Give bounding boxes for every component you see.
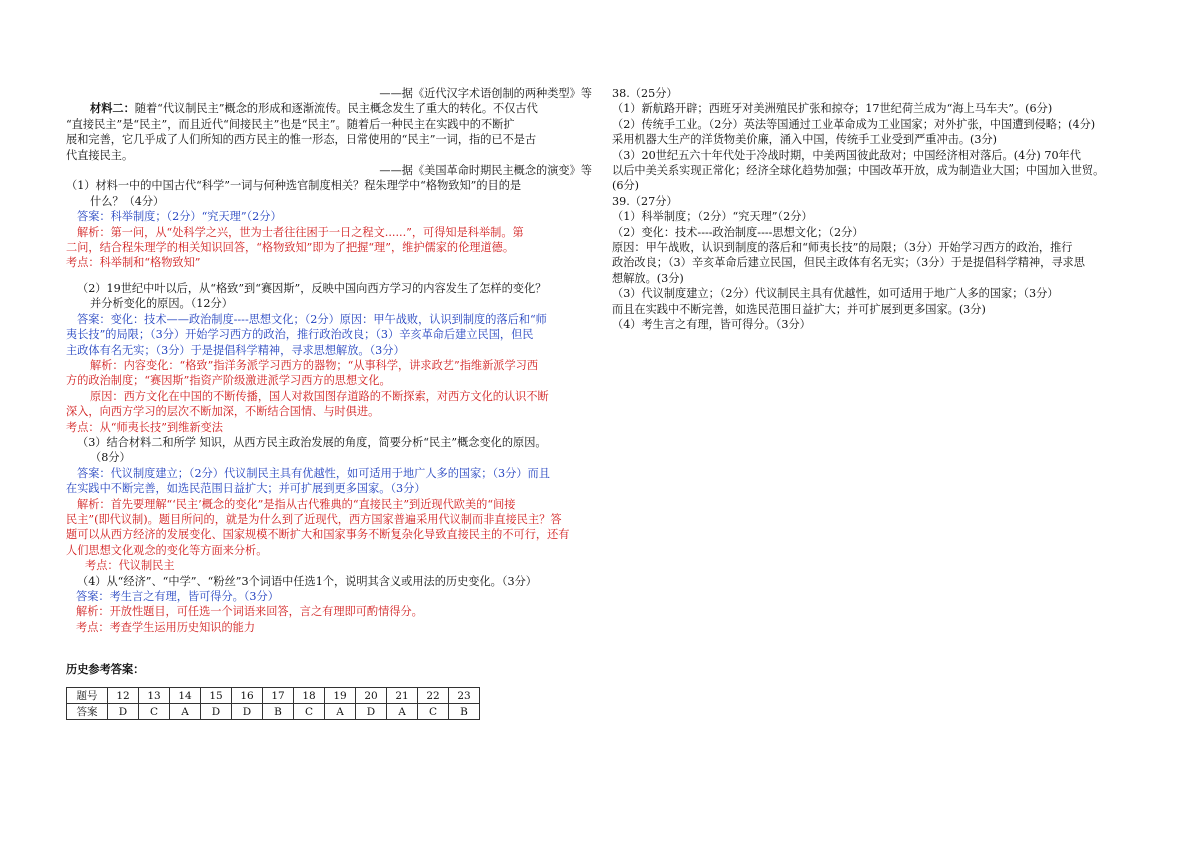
answer-table [66,687,480,720]
table-cell: B [449,704,480,720]
right-line: 39.（27分） [612,194,678,208]
left-line: 夷长技”的局限；（3分）开始学习西方的政治，推行政治改良；（3）辛亥革命后建立民国，但民 [66,328,534,342]
left-line: 解析：第一问，从“处科学之兴，世为士者往往困于一日之程文......”，可得知是科举制。第 [77,225,524,239]
table-cell: D [232,704,263,720]
left-line: 什么？（4分） [90,194,165,208]
left-line: 展和完善，它几乎成了人们所知的西方民主的惟一形态，日常使用的“民主”一词，指的已不是古 [66,133,537,147]
table-cell: 20 [356,688,387,704]
left-line: （3）结合材料二和所学 知识，从西方民主政治发展的角度，简要分析“民主”概念变化的原因。 [77,435,547,449]
right-line: （2）传统手工业。（2分）英法等国通过工业革命成为工业国家；对外扩张，中国遭到侵略；(4分) [612,117,1096,131]
table-cell: C [418,704,449,720]
table-cell: C [294,704,325,720]
table-cell: 14 [170,688,201,704]
table-cell: 12 [108,688,139,704]
left-line: 二问，结合程朱理学的相关知识回答，“格物致知”即为了把握“理”，维护儒家的伦理道德。 [66,241,515,255]
material-text: 随着“代议制民主”概念的形成和逐渐流传。民主概念发生了重大的转化。不仅古代 [134,102,538,116]
left-line: “直接民主”是“民主”，而且近代“间接民主”也是“民主”。随着后一种民主在实践中的不断扩 [66,117,515,131]
table-cell: 19 [325,688,356,704]
table-cell: D [356,704,387,720]
left-line: 代直接民主。 [66,148,134,162]
table-cell: A [325,704,356,720]
table-cell: C [139,704,170,720]
table-cell: 题号 [67,688,108,704]
left-column [66,86,594,720]
table-cell: 18 [294,688,325,704]
table-cell: 21 [387,688,418,704]
left-line: 原因：西方文化在中国的不断传播，国人对救国图存道路的不断探索，对西方文化的认识不断 [90,389,549,403]
left-line: 方的政治制度；“赛因斯”指资产阶级激进派学习西方的思想文化。 [66,374,391,388]
left-line: 答案：科举制度；（2分）“究天理”（2分） [77,210,282,224]
left-line: 考点：考查学生运用历史知识的能力 [76,620,256,634]
answer-row [67,704,480,720]
left-line: 答案：考生言之有理，皆可得分。（3分） [76,590,279,603]
right-line: 政治改良；（3）辛亥革命后建立民国，但民主政体有名无实；（3分）于是提倡科学精神，寻求思 [612,256,1085,270]
left-line: 解析：开放性题目，可任选一个词语来回答，言之有理即可酌情得分。 [76,605,423,619]
table-cell: 答案 [67,704,108,720]
left-line [66,101,594,116]
right-line: （1）新航路开辟；西班牙对美洲殖民扩张和掠夺；17世纪荷兰成为“海上马车夫”。(6分) [612,102,1053,116]
left-line: 人们思想文化观念的变化等方面来分析。 [66,543,268,557]
right-line: 38.（25分） [612,87,678,100]
question-number-row [67,688,480,704]
left-line: （1）材料一中的中国古代“科学”一词与何种选官制度相关？程朱理学中“格物致知”的目的是 [66,179,522,193]
left-line: ——据《近代汉字术语创制的两种类型》等 [379,87,592,100]
right-line: （3）代议制度建立；（2分）代议制民主具有优越性，如可适用于地广人多的国家；（3分） [612,287,1059,301]
left-line: 解析：首先要理解“‘民主’概念的变化”是指从古代雅典的“直接民主”到近现代欧美的“间接 [77,497,516,511]
left-line: 答案：变化：技术——政治制度----思想文化；（2分）原因：甲午战败，认识到制度的落后和“师 [77,312,547,326]
right-line: (6分) [612,179,640,193]
answer-section-title: 历史参考答案： [66,662,145,677]
right-line: 而且在实践中不断完善，如选民范围日益扩大；并可扩展到更多国家。(3分) [612,302,986,316]
left-line: 主政体有名无实；（3分）于是提倡科学精神，寻求思想解放。（3分） [66,343,405,357]
left-line: 考点：代议制民主 [85,559,175,573]
right-column [612,86,1138,333]
left-line: （2）19世纪中叶以后，从“格致”到“赛因斯”，反映中国向西方学习的内容发生了怎样的变化？ [77,281,547,295]
material-label: 材料二： [90,101,135,116]
table-cell: 23 [449,688,480,704]
left-line: ——据《美国革命时期民主概念的演变》等 [379,164,592,178]
table-cell: B [263,704,294,720]
table-cell: 16 [232,688,263,704]
table-cell: 13 [139,688,170,704]
table-cell: 15 [201,688,232,704]
left-line: 题可以从西方经济的发展变化、国家规模不断扩大和国家事务不断复杂化导致直接民主的不可行，还有 [66,528,570,542]
right-line: 以后中美关系实现正常化；经济全球化趋势加强；中国改革开放，成为制造业大国；中国加入世贸。 [612,164,1105,178]
right-line: （4）考生言之有理，皆可得分。（3分） [612,318,811,332]
left-line: 考点：从“师夷长技”到维新变法 [66,420,223,434]
left-line: 考点：科举制和“格物致知” [66,256,201,270]
left-line [66,271,594,281]
table-cell: D [201,704,232,720]
left-line: （4）从“经济”、“中学”、“粉丝”3个词语中任选1个，说明其含义或用法的历史变化。（3分） [77,574,537,588]
right-line: （1）科举制度；（2分）“究天理”（2分） [612,210,813,224]
left-line: 民主”(即代议制)。题目所问的，就是为什么到了近现代，西方国家普遍采用代议制而非直接民主？答 [66,512,562,526]
table-cell: D [108,704,139,720]
table-cell: A [170,704,201,720]
table-cell: 22 [418,688,449,704]
left-line: 并分析变化的原因。（12分） [90,297,233,311]
left-line: 解析：内容变化：“格致”指洋务派学习西方的器物；“从事科学，讲求政艺”指维新派学习西 [90,358,539,372]
right-line: （2）变化：技术----政治制度----思想文化；（2分） [612,225,864,239]
right-line: （3）20世纪五六十年代处于冷战时期，中美两国彼此敌对；中国经济相对落后。(4分) 70年代 [612,148,1081,162]
right-line: 采用机器大生产的洋货物美价廉，涌入中国，传统手工业受到严重冲击。(3分) [612,133,998,147]
table-cell: 17 [263,688,294,704]
left-line: （8分） [90,451,131,465]
right-line: 原因：甲午战败，认识到制度的落后和“师夷长技”的局限；（3分）开始学习西方的政治，推行 [612,241,1073,255]
left-line: 答案：代议制度建立；（2分）代议制民主具有优越性，如可适用于地广人多的国家；（3分）而且 [77,466,550,480]
table-cell: A [387,704,418,720]
right-line: 想解放。(3分) [612,271,684,285]
left-line: 在实践中不断完善，如选民范围日益扩大；并可扩展到更多国家。（3分） [66,482,426,496]
left-line: 深入，向西方学习的层次不断加深，不断结合国情、与时俱进。 [66,405,380,419]
